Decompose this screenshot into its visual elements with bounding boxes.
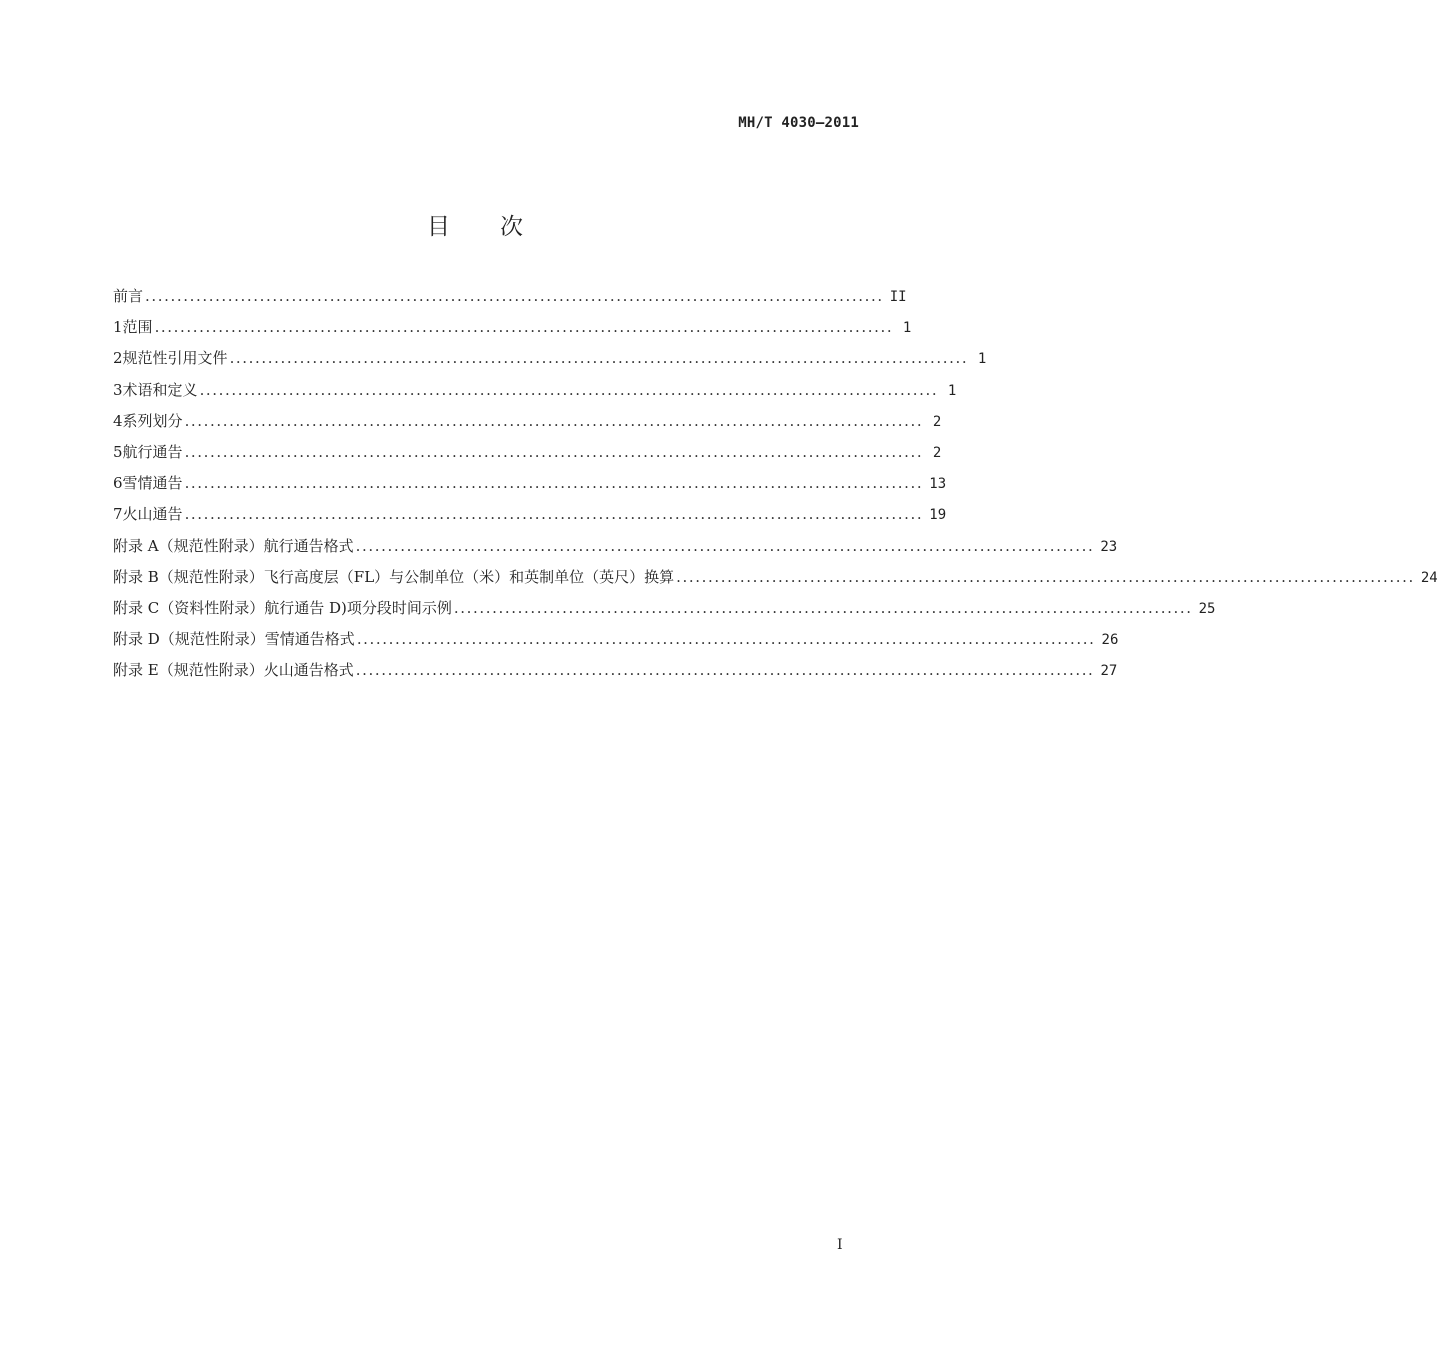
- toc-leader-dots: ....................................................................................................................: [145, 287, 884, 305]
- toc-entry-foreword[interactable]: [113, 285, 907, 316]
- toc-entry-label: 雪情通告: [122, 474, 183, 493]
- toc-leader-dots: ....................................................................................................................: [154, 318, 894, 337]
- toc-entry-label: 规范性引用文件: [122, 349, 228, 368]
- toc-page-number: 1: [902, 320, 912, 337]
- toc-page-number: 13: [929, 476, 947, 493]
- toc-appendix-prefix: 附录 D（规范性附录）: [113, 630, 265, 649]
- toc-entry-scope[interactable]: [113, 316, 912, 347]
- table-of-contents: [113, 285, 1438, 690]
- toc-entry-notam[interactable]: [113, 441, 942, 472]
- toc-page-number: 1: [947, 382, 957, 399]
- toc-entry-label: 术语和定义: [122, 380, 198, 399]
- toc-leader-dots: ....................................................................................................................: [184, 411, 924, 430]
- toc-entry-label: 系列划分: [122, 411, 183, 430]
- toc-page-number: II: [889, 289, 907, 305]
- toc-page-number: 24: [1420, 569, 1438, 586]
- toc-leader-dots: ....................................................................................................................: [355, 661, 1095, 680]
- toc-page-number: 23: [1100, 538, 1118, 555]
- toc-leader-dots: ....................................................................................................................: [184, 442, 924, 461]
- toc-leader-dots: ....................................................................................................................: [199, 380, 939, 399]
- toc-page-number: 1: [977, 351, 987, 368]
- toc-entry-number: 4: [113, 411, 123, 430]
- toc-entry-label: 雪情通告格式: [264, 630, 355, 649]
- toc-entry-appendix-c[interactable]: [113, 597, 1216, 628]
- toc-page-number: 25: [1198, 600, 1216, 617]
- toc-appendix-prefix: 附录 B（规范性附录）: [113, 567, 264, 586]
- toc-page-number: 26: [1101, 632, 1119, 649]
- toc-entry-number: 3: [113, 380, 123, 399]
- toc-entry-label: 火山通告: [122, 505, 183, 524]
- toc-leader-dots: ....................................................................................................................: [184, 505, 924, 524]
- toc-leader-dots: ....................................................................................................................: [676, 567, 1415, 586]
- page-title: 目次: [427, 214, 573, 240]
- toc-appendix-prefix: 附录 C（资料性附录）: [113, 598, 265, 617]
- toc-entry-terms-definitions[interactable]: [113, 379, 957, 410]
- toc-appendix-prefix: 附录 E（规范性附录）: [113, 661, 264, 680]
- toc-entry-label: 范围: [122, 318, 153, 337]
- toc-entry-label: 航行通告: [122, 442, 183, 461]
- toc-entry-label: 航行通告格式: [263, 536, 354, 555]
- toc-entry-normative-references[interactable]: [113, 347, 987, 378]
- toc-page-number: 19: [929, 507, 947, 524]
- toc-entry-ashtam[interactable]: [113, 503, 947, 534]
- toc-entry-number: 7: [113, 505, 123, 524]
- toc-entry-number: 6: [113, 474, 123, 493]
- toc-appendix-prefix: 附录 A（规范性附录）: [113, 536, 264, 555]
- toc-leader-dots: ....................................................................................................................: [229, 349, 969, 368]
- toc-entry-appendix-b[interactable]: [113, 566, 1438, 597]
- toc-entry-appendix-e[interactable]: [113, 659, 1118, 690]
- toc-page-number: 2: [932, 413, 942, 430]
- toc-entry-number: 2: [113, 349, 123, 368]
- toc-entry-snowtam[interactable]: [113, 472, 947, 503]
- toc-entry-label: 飞行高度层（FL）与公制单位（米）和英制单位（英尺）换算: [263, 567, 675, 586]
- toc-entry-appendix-a[interactable]: [113, 535, 1118, 566]
- toc-leader-dots: ....................................................................................................................: [356, 630, 1096, 649]
- toc-leader-dots: ....................................................................................................................: [355, 536, 1095, 555]
- toc-leader-dots: ....................................................................................................................: [453, 598, 1193, 617]
- toc-page-number: 27: [1100, 663, 1118, 680]
- page-number-footer: I: [837, 1237, 843, 1253]
- toc-entry-label: 火山通告格式: [263, 661, 354, 680]
- toc-leader-dots: ....................................................................................................................: [184, 474, 924, 493]
- standard-code: MH/T 4030—2011: [738, 115, 859, 131]
- toc-entry-series-division[interactable]: [113, 410, 942, 441]
- toc-entry-number: 5: [113, 442, 123, 461]
- toc-page-number: 2: [932, 444, 942, 461]
- toc-entry-number: 1: [113, 318, 123, 337]
- toc-entry-appendix-d[interactable]: [113, 628, 1119, 659]
- toc-entry-label: 航行通告 D)项分段时间示例: [264, 598, 452, 617]
- toc-entry-label: 前言: [113, 287, 144, 305]
